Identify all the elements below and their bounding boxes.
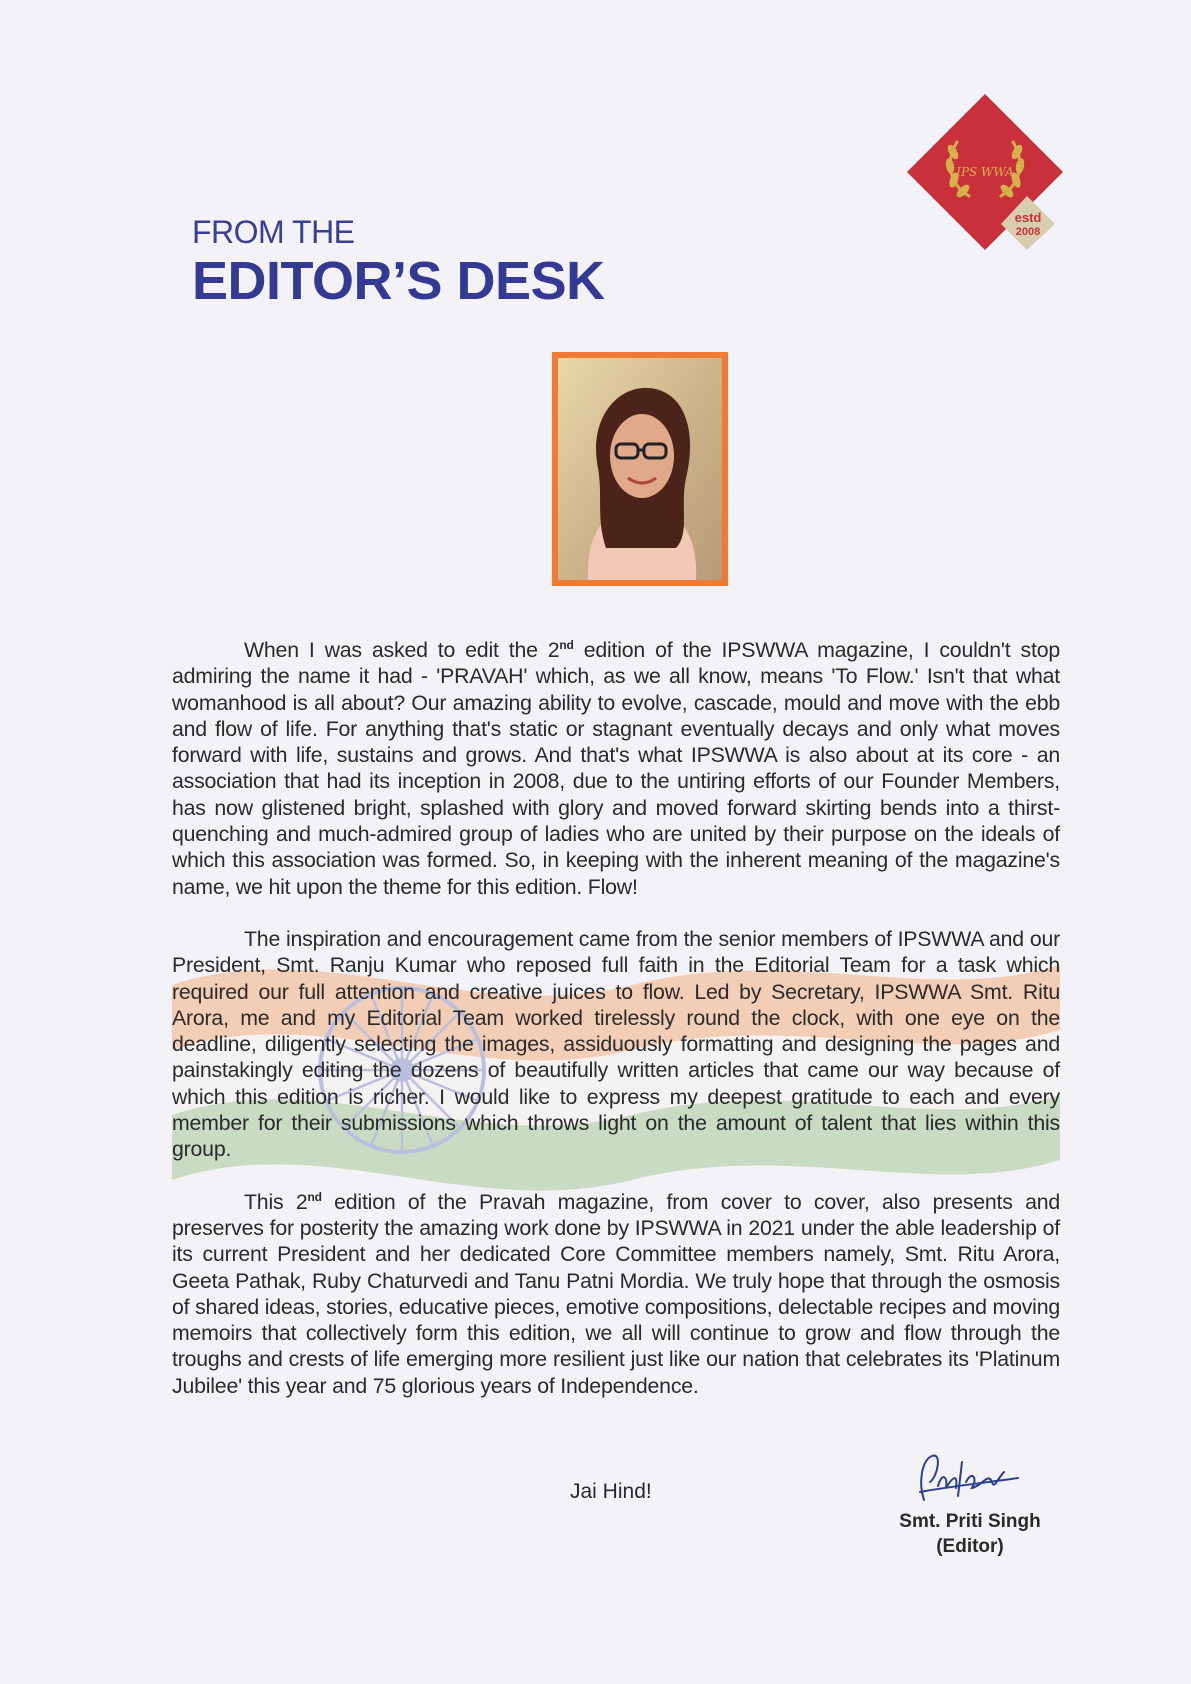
paragraph-1: When I was asked to edit the 2nd edition of the IPSWWA magazine, I couldn't stop admiring the name it had - 'PRAVAH' which, as we all know, means 'To Flow.' Isn't that what womanhood is all about? Our amazing ability to evolve, cascade, mould and move with the ebb and flow of life. For anything that's static or stagnant eventually decays and only what moves forward with life, sustains and grows. And that's what IPSWWA is also about at its core - an association that had its inception in 2008, due to the untiring efforts of our Founder Members, has now glistened bright, splashed with glory and moved forward skirting bends into a thirst-quenching and much-admired group of ladies who are united by their purpose on the ideals of which this association was formed. So, in keeping with the inherent meaning of the magazine's name, we hit upon the theme for this edition. Flow! [172,637,1060,899]
editor-message [172,637,1060,1425]
ipswwa-logo [905,92,1065,252]
title-line-editors-desk: EDITOR’S DESK [192,251,605,311]
paragraph-3: This 2nd edition of the Pravah magazine, from cover to cover, also presents and preserves for posterity the amazing work done by IPSWWA in 2021 under the able leadership of its current President and her dedicated Core Committee members namely, Smt. Ritu Arora, Geeta Pathak, Ruby Chaturvedi and Tanu Patni Mordia. We truly hope that through the osmosis of shared ideas, stories, educative pieces, emotive compositions, delectable recipes and moving memoirs that collectively form this edition, we all will continue to grow and flow through the troughs and crests of life emerging more resilient just like our nation that celebrates its 'Platinum Jubilee' this year and 75 glorious years of Independence. [172,1189,1060,1398]
logo-monogram: IPS WWA [956,165,1014,179]
paragraph-2: The inspiration and encouragement came from the senior members of IPSWWA and our President, Smt. Ranju Kumar who reposed full faith in the Editorial Team for a task which required our full attention and creative juices to flow. Led by Secretary, IPSWWA Smt. Ritu Arora, me and my Editorial Team worked tirelessly round the clock, with one eye on the deadline, diligently selecting the images, assiduously formatting and designing the pages and painstakingly editing the dozens of beautifully written articles that came our way because of which this edition is richer. I would like to express my deepest gratitude to each and every member for their submissions which throws light on the amount of talent that lies within this group. [172,926,1060,1162]
closing-salutation: Jai Hind! [570,1480,652,1503]
signatory-block [880,1509,1060,1559]
logo-estd-year: 2008 [1015,226,1041,238]
editor-portrait-photo [552,352,728,586]
title-line-from-the: FROM THE [192,214,355,250]
signatory-name: Smt. Priti Singh [899,1511,1041,1532]
editor-signature [912,1442,1024,1512]
logo-estd-label: estd [1014,210,1042,225]
page-title [192,214,605,312]
signatory-role: (Editor) [936,1536,1004,1557]
